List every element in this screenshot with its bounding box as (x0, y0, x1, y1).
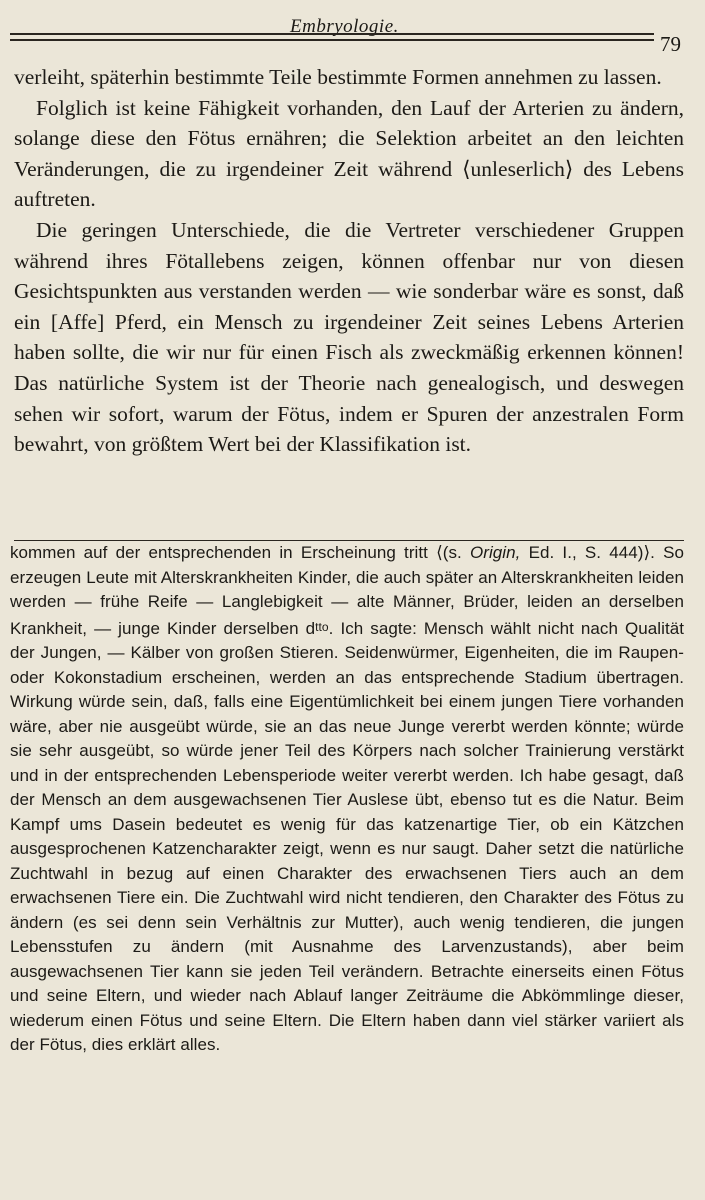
footnote-origin-title: Origin, (469, 543, 521, 562)
main-text (14, 62, 684, 460)
footnote-text-3: . Ich sagte: Mensch wählt nicht nach Qualität der Jungen, — Kälber von großen Stieren. Seidenwürmer, Eigenheiten, die im Raupen- oder Kokonstadium erscheinen, werden an das entsprechende Stadium übertragen. Wirkung würde sein, daß, falls eine Eigentümlichkeit bei einem jungen Tiere vorhanden wäre, aber nie ausgeübt würde, sie an das neue Junge vererbt werden könnte; würde sie sehr ausgeübt, so würde jener Teil des Körpers nach solcher Trainierung verstärkt und in der entsprechenden Lebensperiode weiter vererbt werden. Ich habe gesagt, daß der Mensch an dem ausgewachsenen Tier Auslese übt, ebenso tut es die Natur. Beim Kampf ums Dasein bedeutet es wenig für das katzenartige Tier, ob ein Kätzchen ausgesprochenen Katzencharakter zeigt, wenn es nur saugt. Daher setzt die natürliche Zuchtwahl in bezug auf einen Charakter des erwachsenen Tiers auch an dem erwachsenen Tiere ein. Die Zuchtwahl wird nicht tendieren, den Charakter des Fötus zu ändern (es sei denn sein Verhältnis zur Mutter), auch wenig tendieren, die jungen Lebensstufen zu ändern (mit Ausnahme des Larvenzustands), aber beim ausgewachsenen Tier kann sie jeden Teil verändern. Betrachte einerseits einen Fötus und seine Eltern, und wieder nach Ablauf langer Zeiträume die Abkömmlinge dieser, wiederum einen Fötus und seine Eltern. Die Eltern haben dann viel stärker variiert als der Fötus, dies erklärt alles. (10, 618, 685, 1054)
footnote-ditto-superscript: tto (315, 619, 329, 634)
footnote-text-2: Ed. I., S. 444)⟩. So erzeugen Leute mit Alterskrankheiten Kinder, die auch später an Alterskrankheiten leiden werden — frühe Reife — Langlebigkeit — alte Männer, Brüder, leiden an derselben Krankheit, — junge Kinder derselben d (10, 543, 685, 638)
page-number: 79 (660, 32, 681, 56)
footnote-paragraph (10, 541, 684, 1058)
footnote-text-1: kommen auf der entsprechenden in Erscheinung tritt ⟨(s. (10, 543, 470, 562)
header-rule-top (10, 33, 654, 35)
main-paragraph-3: Die geringen Unterschiede, die die Vertreter verschiedener Gruppen während ihres Fötallebens zeigen, können offenbar nur von diesen Gesichtspunkten aus verstanden werden — wie sonderbar wäre es sonst, daß ein [Affe] Pferd, ein Mensch zu irgendeiner Zeit seines Lebens Arterien haben sollte, die wir nur für einen Fisch als zweckmäßig erkennen können! Das natürliche System ist der Theorie nach genealogisch, und deswegen sehen wir sofort, warum der Fötus, indem er Spuren der anzestralen Form bewahrt, von größtem Wert bei der Klassifikation ist. (14, 217, 684, 457)
main-paragraph-2: Folglich ist keine Fähigkeit vorhanden, den Lauf der Arterien zu ändern, solange diese den Fötus ernähren; die Selektion arbeitet an den leichten Veränderungen, die zu irgendeiner Zeit während ⟨unleserlich⟩ des Lebens auftreten. (14, 95, 684, 212)
header-rule-bottom (10, 39, 654, 41)
running-title: Embryologie. (290, 16, 399, 37)
main-paragraph-1: verleiht, späterhin bestimmte Teile bestimmte Formen annehmen zu lassen. (14, 65, 662, 89)
footnote (10, 541, 684, 1058)
